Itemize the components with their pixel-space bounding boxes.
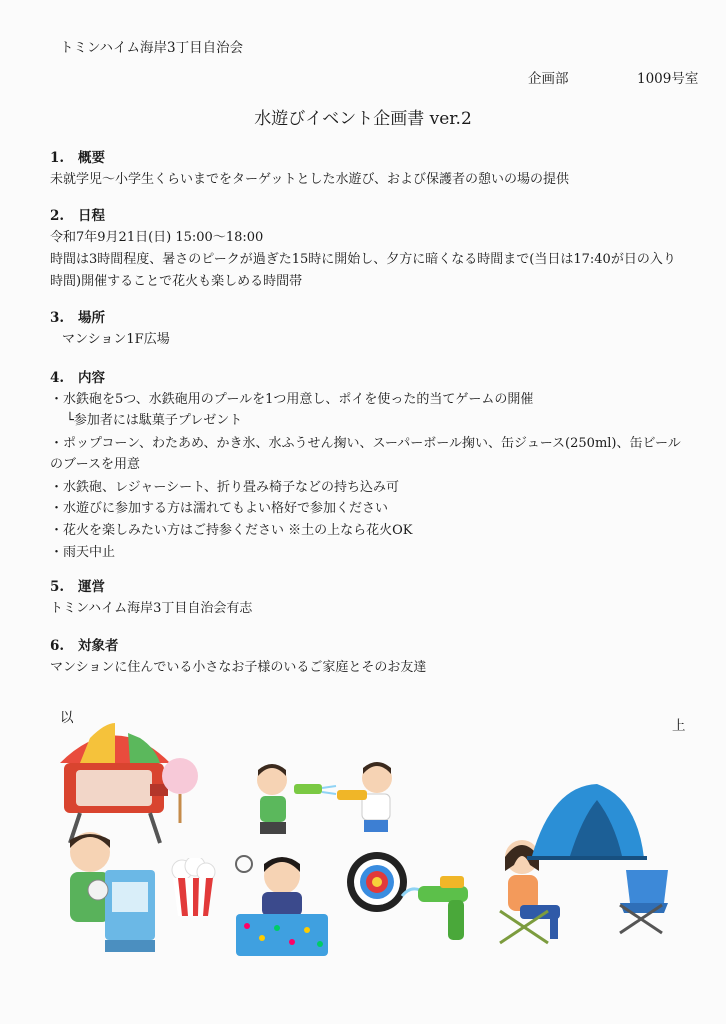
section-line: ・ポップコーン、わたあめ、かき氷、水ふうせん掬い、スーパーボール掬い、缶ジュース(250ml)、缶ビール (50, 436, 681, 451)
section-line: └参加者には駄菓子プレゼント (66, 413, 243, 428)
pool-scooping-child-illustration (232, 848, 332, 960)
section-line: トミンハイム海岸3丁目自治会有志 (50, 601, 253, 616)
section-heading-overview: 1. 概要 (50, 150, 105, 166)
folding-chair-illustration (606, 865, 676, 935)
section-line: 令和7年9月21日(日) 15:00～18:00 (50, 230, 264, 245)
cotton-candy-machine-illustration (50, 718, 200, 848)
section-line: ・花火を楽しみたい方はご持参ください ※土の上なら花火OK (50, 523, 413, 538)
closing-right: 上 (672, 718, 686, 734)
room-number: 1009号室 (637, 71, 699, 87)
section-line: マンション1F広場 (62, 332, 170, 347)
section-heading-schedule: 2. 日程 (50, 208, 105, 224)
shaved-ice-vendor-illustration (60, 830, 170, 955)
section-line: 時間)開催することで花火も楽しめる時間帯 (50, 274, 303, 289)
section-line: ・水鉄砲、レジャーシート、折り畳み椅子などの持ち込み可 (50, 480, 399, 495)
section-heading-contents: 4. 内容 (50, 370, 105, 386)
section-line: のブースを用意 (50, 457, 140, 472)
water-gun-illustration (400, 876, 480, 946)
section-line: マンションに住んでいる小さなお子様のいるご家庭とそのお友達 (50, 660, 427, 675)
section-heading-target: 6. 対象者 (50, 638, 119, 654)
tent-illustration (522, 778, 652, 868)
section-line: ・水鉄砲を5つ、水鉄砲用のプールを1つ用意し、ポイを使った的当てゲームの開催 (50, 392, 534, 407)
section-line: ・水遊びに参加する方は濡れてもよい格好で参加ください (50, 501, 389, 516)
section-line: 時間は3時間程度、暑さのピークが過ぎた15時に開始し、夕方に暗くなる時間まで(当日は17:40が日の入り (50, 252, 676, 267)
document-title: 水遊びイベント企画書 ver.2 (254, 109, 472, 129)
section-line: ・雨天中止 (50, 545, 116, 560)
section-line: 未就学児～小学生くらいまでをターゲットとした水遊び、および保護者の憩いの場の提供 (50, 172, 569, 187)
section-heading-location: 3. 場所 (50, 310, 105, 326)
section-heading-management: 5. 運営 (50, 579, 105, 595)
closing-left: 以 (60, 710, 74, 726)
organization-name: トミンハイム海岸3丁目自治会 (60, 40, 244, 56)
water-gun-kids-illustration (232, 758, 402, 848)
department: 企画部 (528, 71, 569, 87)
popcorn-illustration (168, 858, 218, 918)
